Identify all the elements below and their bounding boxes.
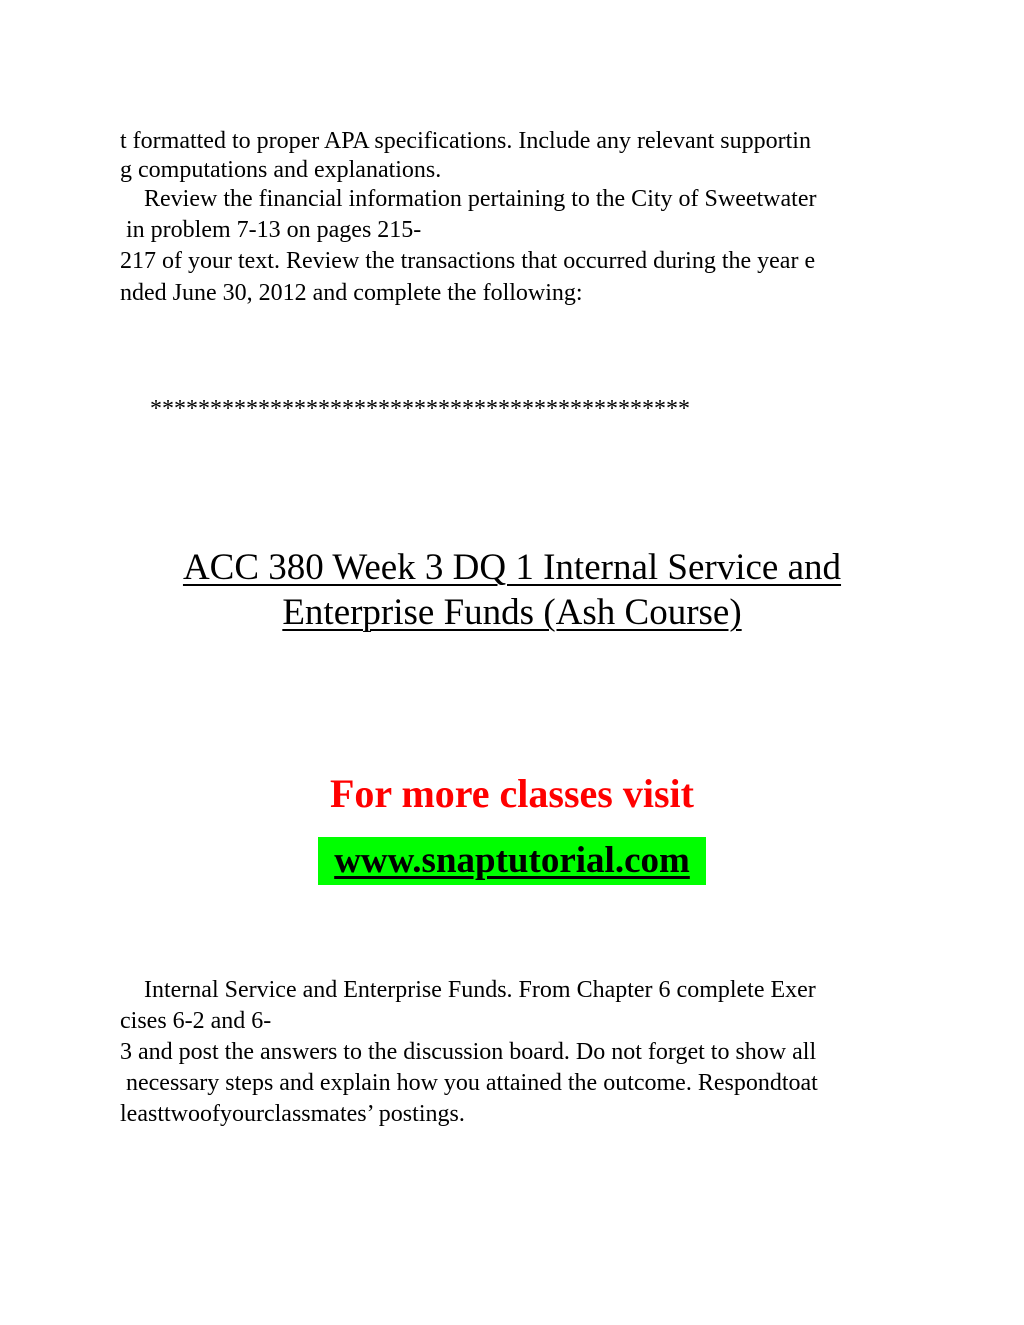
intro-line: nded June 30, 2012 and complete the following: bbox=[120, 280, 583, 306]
promo-text: For more classes visit bbox=[329, 771, 694, 816]
snaptutorial-link[interactable]: www.snaptutorial.com bbox=[334, 840, 690, 881]
intro-line: t formatted to proper APA specifications. Include any relevant supportin bbox=[120, 128, 811, 154]
body-line: necessary steps and explain how you attained the outcome. Respondtoat bbox=[120, 1070, 818, 1096]
page-title: ACC 380 Week 3 DQ 1 Internal Service and bbox=[182, 547, 842, 588]
separator: ********************************************* bbox=[150, 396, 690, 422]
page-title-line-2: Enterprise Funds (Ash Course) bbox=[282, 592, 742, 633]
intro-line: in problem 7-13 on pages 215- bbox=[120, 217, 422, 243]
intro-line: Review the financial information pertaining to the City of Sweetwater bbox=[120, 186, 817, 212]
body-line: Internal Service and Enterprise Funds. From Chapter 6 complete Exer bbox=[120, 977, 816, 1003]
body-line: 3 and post the answers to the discussion board. Do not forget to show all bbox=[120, 1039, 817, 1065]
promo-link-highlight bbox=[318, 837, 706, 885]
body-line: leasttwoofyourclassmates’ postings. bbox=[120, 1101, 465, 1127]
intro-line: g computations and explanations. bbox=[120, 157, 442, 183]
body-line: cises 6-2 and 6- bbox=[120, 1008, 272, 1034]
intro-line: 217 of your text. Review the transactions that occurred during the year e bbox=[120, 248, 816, 274]
